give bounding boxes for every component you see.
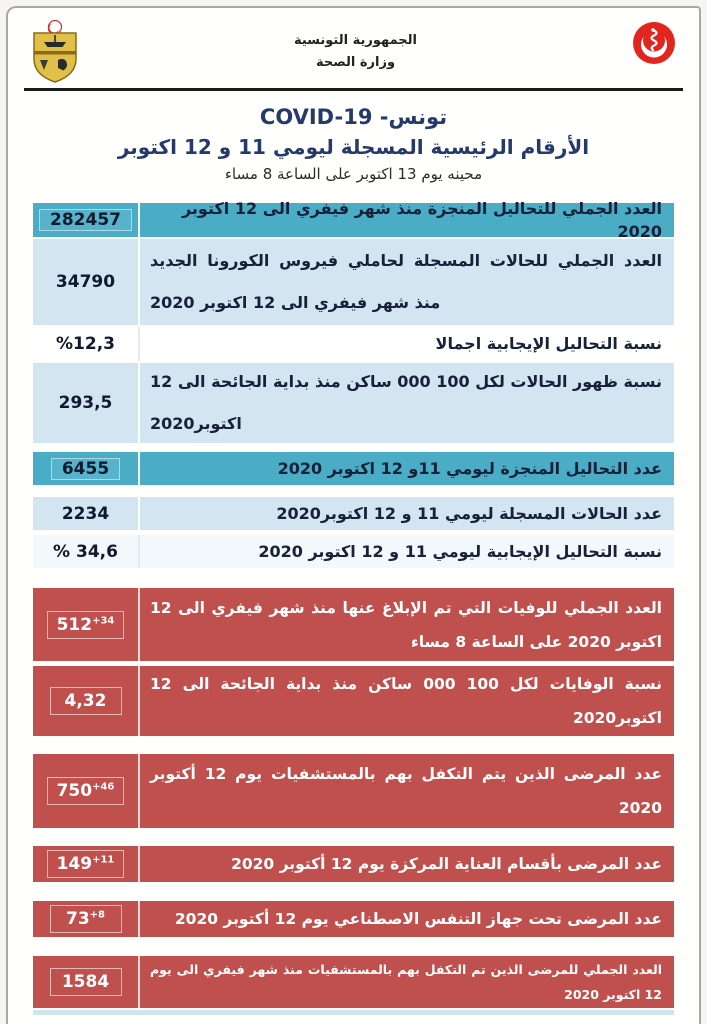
stat-value: 6455 bbox=[51, 458, 120, 480]
value-cell bbox=[33, 956, 140, 1008]
value-cell bbox=[33, 754, 140, 828]
next-table-edge bbox=[33, 1010, 674, 1015]
value-cell bbox=[33, 901, 140, 937]
table-row bbox=[33, 535, 674, 568]
value-delta: +8 bbox=[89, 909, 105, 921]
table-row bbox=[33, 901, 674, 937]
label-cell bbox=[140, 452, 674, 485]
label-cell bbox=[140, 239, 674, 325]
value-cell bbox=[33, 363, 140, 443]
stat-label: العدد الجملي للوفيات التي تم الإبلاغ عنها منذ شهر فيفري الى 12 اكتوبر 2020 على الساعة 8 مساء bbox=[150, 598, 662, 651]
stat-value: %12,3 bbox=[56, 334, 115, 354]
table-row bbox=[33, 956, 674, 1008]
label-cell bbox=[140, 901, 674, 937]
label-cell bbox=[140, 846, 674, 882]
value-cell bbox=[33, 497, 140, 530]
table-row bbox=[33, 363, 674, 443]
two-day-stats-table bbox=[33, 452, 674, 568]
stat-value: 1584 bbox=[50, 968, 122, 996]
table-row bbox=[33, 754, 674, 828]
tunisia-coat-of-arms-icon bbox=[30, 20, 80, 84]
stat-label: نسبة التحاليل الإيجابية اجمالا bbox=[435, 334, 662, 354]
stat-value bbox=[47, 777, 125, 805]
stat-label: عدد المرضى تحت جهاز التنفس الاصطناعي يوم 12 أكتوبر 2020 bbox=[174, 909, 662, 928]
health-ministry-logo-icon bbox=[631, 20, 677, 66]
value-cell bbox=[33, 846, 140, 882]
value-delta: +34 bbox=[92, 614, 115, 626]
covid-title: تونس- COVID-19 bbox=[259, 105, 448, 129]
republic-title: الجمهورية التونسية bbox=[293, 33, 418, 48]
value-delta: +11 bbox=[92, 854, 115, 866]
value-cell bbox=[33, 327, 140, 361]
stat-label: العدد الجملي للتحاليل المنجزة منذ شهر فيفري الى 12 اكتوبر 2020 bbox=[181, 198, 662, 241]
stat-value: 282457 bbox=[39, 209, 132, 231]
label-cell bbox=[140, 363, 674, 443]
ventilator-table bbox=[33, 901, 674, 937]
table-row bbox=[33, 666, 674, 736]
stat-value: % 34,6 bbox=[53, 541, 118, 562]
label-cell bbox=[140, 666, 674, 736]
label-cell bbox=[140, 198, 674, 241]
value-cell bbox=[33, 535, 140, 568]
stat-value: 4,32 bbox=[50, 687, 122, 715]
total-hospitalized-table bbox=[33, 956, 674, 1008]
value-number: 750 bbox=[56, 781, 93, 801]
stat-label: نسبة التحاليل الإيجابية ليومي 11 و 12 اكتوبر 2020 bbox=[258, 541, 662, 561]
header bbox=[8, 8, 699, 84]
table-row bbox=[33, 239, 674, 325]
value-cell bbox=[33, 666, 140, 736]
deaths-table bbox=[33, 588, 674, 736]
stat-label: العدد الجملي للمرضى الذين تم التكفل بهم بالمستشفيات منذ شهر فيفري الى يوم 12 اكتوبر 2020 bbox=[150, 962, 662, 1002]
value-number: 149 bbox=[56, 854, 93, 874]
label-cell bbox=[140, 497, 674, 530]
table-row bbox=[33, 327, 674, 361]
label-cell bbox=[140, 535, 674, 568]
label-cell bbox=[140, 588, 674, 661]
value-number: 512 bbox=[56, 614, 93, 635]
label-cell bbox=[140, 327, 674, 361]
stat-label: نسبة ظهور الحالات لكل 100 000 ساكن منذ بداية الجائحة الى 12 اكتوبر2020 bbox=[150, 372, 663, 433]
value-delta: +46 bbox=[92, 781, 115, 793]
header-divider bbox=[24, 88, 683, 91]
table-row bbox=[33, 497, 674, 530]
cumulative-stats-table bbox=[33, 198, 674, 443]
label-cell bbox=[140, 956, 674, 1008]
stat-value bbox=[50, 905, 122, 933]
stat-label: عدد الحالات المسجلة ليومي 11 و 12 اكتوبر2020 bbox=[276, 503, 662, 523]
ministry-title: وزارة الصحة bbox=[315, 55, 396, 70]
stat-value: 34790 bbox=[55, 272, 116, 292]
stat-value: 293,5 bbox=[58, 393, 113, 413]
stat-value bbox=[47, 850, 125, 878]
value-cell bbox=[33, 452, 140, 485]
table-row bbox=[33, 846, 674, 882]
icu-table bbox=[33, 846, 674, 882]
stat-label: العدد الجملي للحالات المسجلة لحاملي فيروس الكورونا الجديد منذ شهر فيفري الى 12 اكتوبر 2020 bbox=[150, 251, 662, 312]
table-row bbox=[33, 198, 674, 241]
header-titles bbox=[80, 20, 631, 74]
stat-value: 2234 bbox=[61, 503, 110, 524]
hospitalized-table bbox=[33, 754, 674, 828]
label-cell bbox=[140, 754, 674, 828]
table-row bbox=[33, 588, 674, 661]
value-cell bbox=[33, 588, 140, 661]
report-title: الأرقام الرئيسية المسجلة ليومي 11 و 12 اكتوبر bbox=[117, 135, 590, 159]
stat-label: عدد المرضى بأقسام العناية المركزة يوم 12 أكتوبر 2020 bbox=[231, 854, 662, 873]
page-frame bbox=[6, 6, 701, 1024]
value-cell bbox=[33, 203, 140, 237]
stat-label: نسبة الوفايات لكل 100 000 ساكن منذ بداية الجائحة الى 12 اكتوبر2020 bbox=[150, 675, 662, 727]
value-cell bbox=[33, 239, 140, 325]
table-row bbox=[33, 452, 674, 485]
stat-value bbox=[47, 611, 125, 639]
updated-note: محينه يوم 13 اكتوبر على الساعة 8 مساء bbox=[224, 165, 483, 183]
value-number: 73 bbox=[65, 909, 90, 929]
stat-label: عدد التحاليل المنجزة ليومي 11و 12 اكتوبر 2020 bbox=[277, 458, 662, 478]
stat-label: عدد المرضى الذين يتم التكفل بهم بالمستشفيات يوم 12 أكتوبر 2020 bbox=[150, 765, 662, 817]
